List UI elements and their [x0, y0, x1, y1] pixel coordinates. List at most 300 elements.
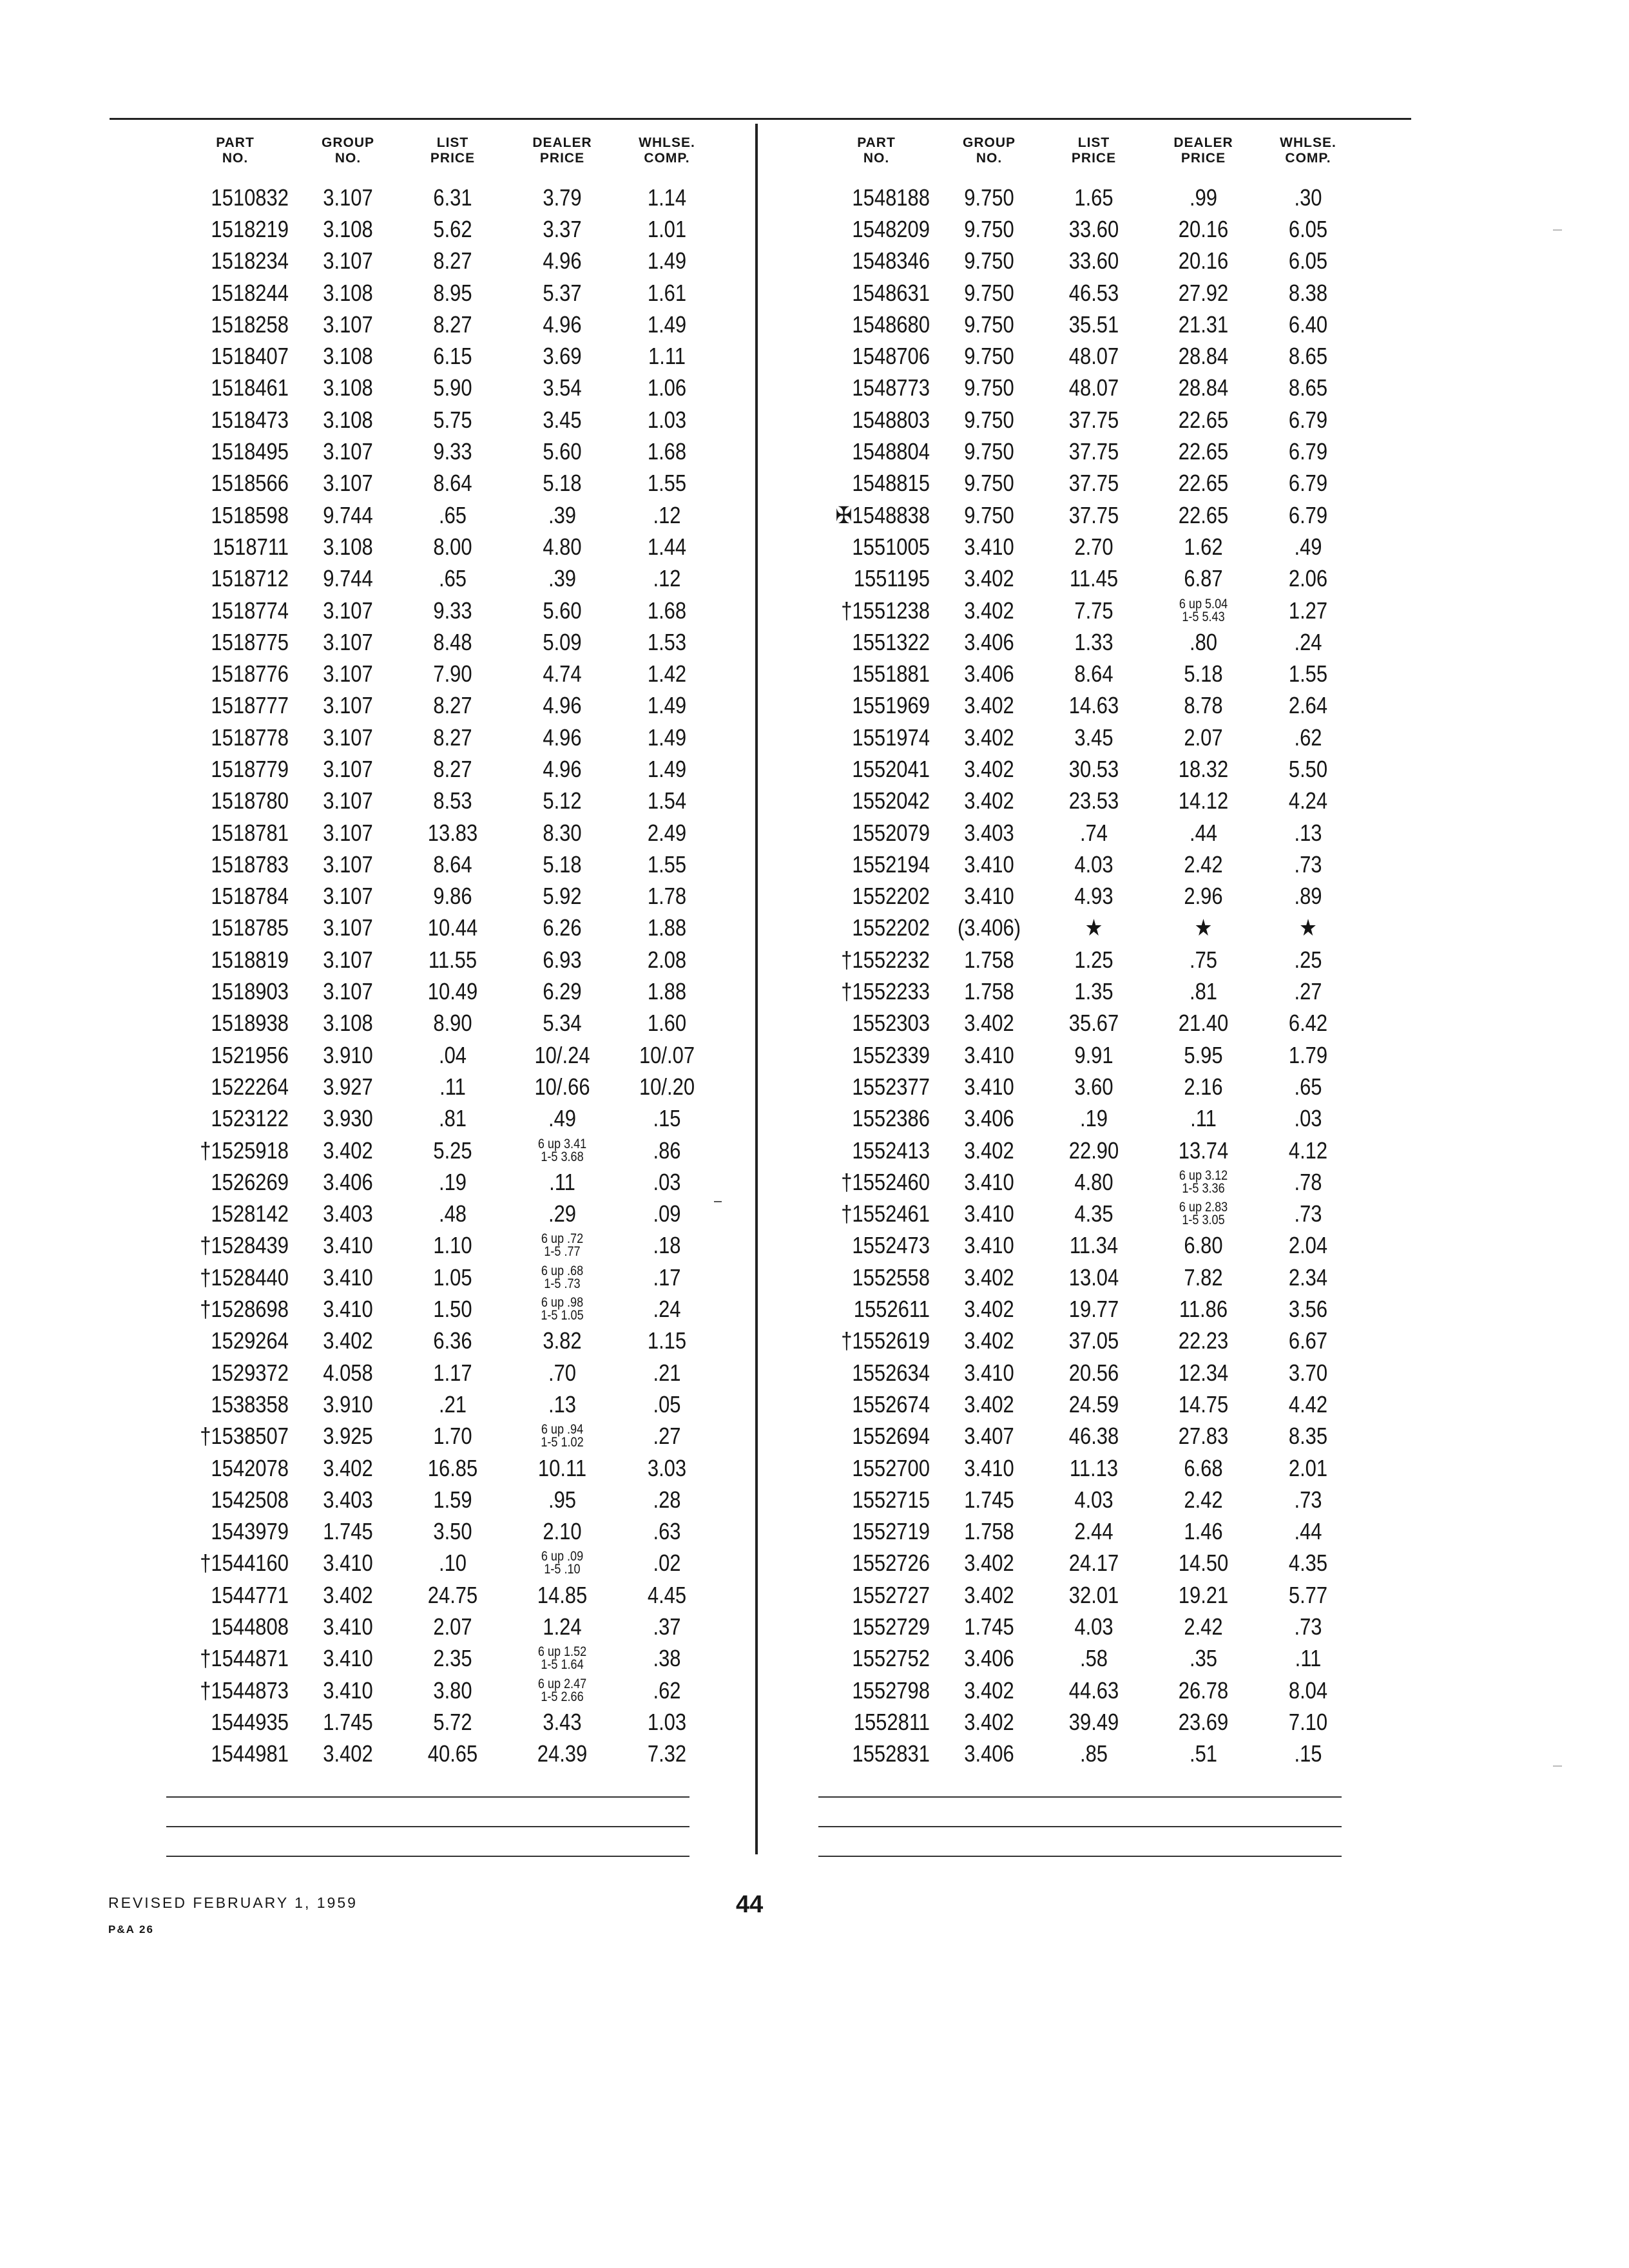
part-no-cell: †1552619 — [841, 1327, 930, 1354]
dealer-price-cell: 3.54 — [543, 374, 582, 401]
table-row — [174, 340, 715, 372]
dealer-price-cell — [514, 1265, 611, 1291]
part-no-cell: 1548209 — [852, 215, 930, 242]
part-no-cell: 1518778 — [211, 724, 289, 751]
group-no-cell: 3.107 — [323, 883, 373, 910]
dealer-price-cell: .29 — [548, 1200, 577, 1227]
list-price-cell: 5.62 — [433, 215, 472, 242]
dealer-price-cell: 14.12 — [1178, 787, 1229, 814]
list-price-cell: 5.90 — [433, 374, 472, 401]
dealer-price-cell: 4.74 — [543, 660, 582, 687]
dealer-price-cell — [1155, 1201, 1252, 1227]
group-no-cell: 3.402 — [964, 1137, 1014, 1164]
table-row — [174, 595, 715, 626]
whlse-comp-cell: 8.38 — [1288, 279, 1328, 306]
group-no-cell: 3.410 — [323, 1677, 373, 1704]
table-row — [174, 690, 715, 722]
dealer-price-cell: 20.16 — [1178, 247, 1229, 274]
dealer-price-cell: 6.80 — [1184, 1232, 1223, 1259]
list-price-cell: 9.86 — [433, 883, 472, 910]
whlse-comp-cell: 4.24 — [1288, 787, 1328, 814]
price-break-line: 6 up 5.04 — [1179, 596, 1228, 611]
whlse-comp-cell: .78 — [1294, 1168, 1322, 1195]
group-no-cell: 3.107 — [323, 247, 373, 274]
list-price-cell: 1.65 — [1074, 184, 1113, 211]
dealer-price-cell: 22.23 — [1178, 1327, 1229, 1354]
group-no-cell: 3.107 — [323, 819, 373, 846]
group-no-cell: 3.107 — [323, 692, 373, 719]
header-dealer-price: DEALER PRICE — [1173, 135, 1233, 166]
group-no-cell: 3.402 — [964, 1264, 1014, 1291]
group-no-cell: 3.930 — [323, 1105, 373, 1132]
table-row — [815, 1675, 1356, 1706]
group-no-cell: 1.758 — [964, 946, 1014, 973]
table-row — [815, 277, 1356, 309]
whlse-comp-cell: 3.03 — [647, 1454, 687, 1481]
top-rule — [110, 118, 1411, 120]
whlse-comp-cell: 4.45 — [647, 1581, 687, 1608]
table-row — [815, 944, 1356, 975]
left-table-body — [174, 182, 715, 1770]
part-no-cell: 1552798 — [852, 1677, 930, 1704]
part-no-cell: 1518779 — [211, 755, 289, 782]
table-row — [815, 1071, 1356, 1102]
group-no-cell: 9.750 — [964, 247, 1014, 274]
whlse-comp-cell: .44 — [1294, 1518, 1322, 1545]
table-row — [815, 975, 1356, 1007]
group-no-cell: 3.410 — [964, 1073, 1014, 1100]
dealer-price-cell — [514, 1678, 611, 1704]
group-no-cell: 3.410 — [964, 1454, 1014, 1481]
group-no-cell: 3.410 — [964, 883, 1014, 910]
group-no-cell: 3.107 — [323, 597, 373, 624]
list-price-cell: 3.80 — [433, 1677, 472, 1704]
group-no-cell: 3.107 — [323, 946, 373, 973]
part-no-cell: 1544771 — [211, 1581, 289, 1608]
part-no-cell: †1551238 — [841, 597, 930, 624]
table-row — [815, 1611, 1356, 1642]
list-price-cell: 37.75 — [1068, 406, 1119, 433]
part-no-cell: 1548346 — [852, 247, 930, 274]
list-price-cell: 5.75 — [433, 406, 472, 433]
dealer-price-cell: 22.65 — [1178, 501, 1229, 528]
part-no-cell: 1552715 — [852, 1486, 930, 1513]
group-no-cell: 3.108 — [323, 215, 373, 242]
table-row — [174, 404, 715, 436]
whlse-comp-cell: 1.49 — [647, 247, 687, 274]
whlse-comp-cell: 1.49 — [647, 692, 687, 719]
table-row — [174, 1548, 715, 1579]
group-no-cell: 3.107 — [323, 978, 373, 1005]
whlse-comp-cell: 6.79 — [1288, 501, 1328, 528]
quantity-price-breaks — [541, 1233, 583, 1258]
dealer-price-cell: 1.62 — [1184, 533, 1223, 560]
whlse-comp-cell: .03 — [653, 1168, 681, 1195]
list-price-cell: 3.45 — [1074, 724, 1113, 751]
whlse-comp-cell: 6.67 — [1288, 1327, 1328, 1354]
part-no-cell: 1552719 — [852, 1518, 930, 1545]
part-no-cell: 1552726 — [852, 1550, 930, 1577]
part-no-cell: 1552729 — [852, 1613, 930, 1640]
dealer-price-cell: 27.92 — [1178, 279, 1229, 306]
list-price-cell: 1.17 — [433, 1359, 472, 1386]
table-row — [174, 1706, 715, 1738]
group-no-cell: 3.402 — [964, 755, 1014, 782]
dealer-price-cell: 21.40 — [1178, 1010, 1229, 1037]
table-row — [174, 658, 715, 689]
group-no-cell: 3.406 — [964, 1740, 1014, 1767]
dealer-price-cell: 4.96 — [543, 692, 582, 719]
group-no-cell: 3.410 — [323, 1264, 373, 1291]
list-price-cell: 4.80 — [1074, 1168, 1113, 1195]
part-no-cell: 1518785 — [211, 914, 289, 941]
whlse-comp-cell: 1.55 — [647, 850, 687, 878]
revision-date: REVISED FEBRUARY 1, 1959 — [108, 1894, 358, 1911]
right-price-table — [815, 135, 1356, 1770]
dealer-price-cell — [514, 1550, 611, 1576]
whlse-comp-cell: .12 — [653, 565, 681, 592]
list-price-cell: 9.33 — [433, 597, 472, 624]
part-no-cell: 1552831 — [852, 1740, 930, 1767]
list-price-cell: .74 — [1079, 819, 1108, 846]
whlse-comp-cell: 1.03 — [647, 1708, 687, 1735]
table-row — [815, 722, 1356, 753]
whlse-comp-cell: 10/.20 — [639, 1073, 695, 1100]
group-no-cell: 3.406 — [964, 1105, 1014, 1132]
dealer-price-cell: 5.18 — [1184, 660, 1223, 687]
dealer-price-cell: 6.26 — [543, 914, 582, 941]
price-break-line: 6 up .72 — [541, 1231, 584, 1247]
part-no-cell: 1518495 — [211, 438, 289, 465]
list-price-cell: 1.10 — [433, 1232, 472, 1259]
part-no-cell: 1548188 — [852, 184, 930, 211]
whlse-comp-cell: 5.77 — [1288, 1581, 1328, 1608]
right-table-header — [815, 135, 1356, 174]
list-price-cell: .65 — [438, 565, 467, 592]
group-no-cell: 3.410 — [323, 1232, 373, 1259]
part-no-cell: †1528440 — [200, 1264, 289, 1291]
column-divider — [755, 124, 758, 1854]
list-price-cell: .10 — [438, 1550, 467, 1577]
table-row — [815, 1008, 1356, 1039]
group-no-cell: 3.910 — [323, 1041, 373, 1068]
dealer-price-cell: 5.37 — [543, 279, 582, 306]
whlse-comp-cell: 8.04 — [1288, 1677, 1328, 1704]
whlse-comp-cell: ★ — [1299, 914, 1317, 941]
price-break-line: 1-5 3.05 — [1182, 1213, 1225, 1228]
dealer-price-cell: 3.45 — [543, 406, 582, 433]
dealer-price-cell: 22.65 — [1178, 438, 1229, 465]
margin-mark — [1553, 1765, 1562, 1767]
table-row — [174, 1579, 715, 1611]
table-row — [815, 1166, 1356, 1198]
whlse-comp-cell: 8.35 — [1288, 1423, 1328, 1450]
list-price-cell: 16.85 — [427, 1454, 478, 1481]
list-price-cell: 1.35 — [1074, 978, 1113, 1005]
dealer-price-cell: 5.60 — [543, 438, 582, 465]
table-row — [815, 1389, 1356, 1420]
part-no-cell: 1551005 — [852, 533, 930, 560]
dealer-price-cell: 4.96 — [543, 247, 582, 274]
whlse-comp-cell: 6.79 — [1288, 406, 1328, 433]
list-price-cell: 13.83 — [427, 819, 478, 846]
part-no-cell: 1544935 — [211, 1708, 289, 1735]
table-row — [174, 975, 715, 1007]
group-no-cell: 3.107 — [323, 470, 373, 497]
whlse-comp-cell: .89 — [1294, 883, 1322, 910]
table-row — [815, 499, 1356, 531]
dealer-price-cell: .99 — [1189, 184, 1218, 211]
table-row — [174, 1293, 715, 1325]
whlse-comp-cell: .09 — [653, 1200, 681, 1227]
table-row — [815, 1421, 1356, 1452]
group-no-cell: 3.107 — [323, 787, 373, 814]
right-table-body — [815, 182, 1356, 1770]
part-no-cell: 1552042 — [852, 787, 930, 814]
list-price-cell: 8.00 — [433, 533, 472, 560]
group-no-cell: 3.406 — [964, 660, 1014, 687]
list-price-cell: 37.75 — [1068, 470, 1119, 497]
table-row — [815, 1548, 1356, 1579]
part-no-cell: 1551969 — [852, 692, 930, 719]
dealer-price-cell: 19.21 — [1178, 1581, 1229, 1608]
table-row — [174, 1008, 715, 1039]
table-row — [815, 563, 1356, 595]
whlse-comp-cell: .12 — [653, 501, 681, 528]
dealer-price-cell: 4.96 — [543, 311, 582, 338]
part-no-cell: 1552194 — [852, 850, 930, 878]
dealer-price-cell: 22.65 — [1178, 470, 1229, 497]
dealer-price-cell: 2.42 — [1184, 850, 1223, 878]
price-break-line: 1-5 1.02 — [541, 1435, 584, 1450]
part-no-cell: 1518775 — [211, 628, 289, 655]
list-price-cell: 1.50 — [433, 1296, 472, 1323]
dealer-price-cell: 8.78 — [1184, 692, 1223, 719]
dealer-price-cell: 4.80 — [543, 533, 582, 560]
whlse-comp-cell: 1.27 — [1288, 597, 1328, 624]
table-row — [174, 626, 715, 658]
table-row — [815, 1579, 1356, 1611]
group-no-cell: 3.108 — [323, 1010, 373, 1037]
header-part-no: PART NO. — [216, 135, 255, 166]
table-row — [815, 1738, 1356, 1770]
part-no-cell: 1552473 — [852, 1232, 930, 1259]
table-row — [815, 753, 1356, 785]
part-no-cell: 1543979 — [211, 1518, 289, 1545]
part-no-cell: 1518473 — [211, 406, 289, 433]
dealer-price-cell: 21.31 — [1178, 311, 1229, 338]
group-no-cell: 3.406 — [323, 1168, 373, 1195]
dealer-price-cell: 14.50 — [1178, 1550, 1229, 1577]
list-price-cell: 1.70 — [433, 1423, 472, 1450]
whlse-comp-cell: 1.06 — [647, 374, 687, 401]
part-no-cell: †1552232 — [841, 946, 930, 973]
quantity-price-breaks — [538, 1678, 586, 1704]
whlse-comp-cell: 1.54 — [647, 787, 687, 814]
table-row — [174, 722, 715, 753]
part-no-cell: 1548773 — [852, 374, 930, 401]
group-no-cell: 3.402 — [964, 1550, 1014, 1577]
part-no-cell: 1518777 — [211, 692, 289, 719]
dealer-price-cell: 6.29 — [543, 978, 582, 1005]
table-row — [815, 817, 1356, 849]
whlse-comp-cell: .05 — [653, 1390, 681, 1418]
list-price-cell: 8.27 — [433, 724, 472, 751]
part-no-cell: 1548815 — [852, 470, 930, 497]
list-price-cell: 2.44 — [1074, 1518, 1113, 1545]
group-no-cell: 3.402 — [323, 1137, 373, 1164]
quantity-price-breaks — [541, 1265, 583, 1291]
group-no-cell: 3.108 — [323, 279, 373, 306]
list-price-cell: 2.35 — [433, 1645, 472, 1672]
table-row — [174, 1484, 715, 1515]
dealer-price-cell: ★ — [1194, 914, 1213, 941]
part-no-cell: 1552558 — [852, 1264, 930, 1291]
header-group-no: GROUP NO. — [321, 135, 374, 166]
quantity-price-breaks — [541, 1423, 583, 1449]
whlse-comp-cell: 7.10 — [1288, 1708, 1328, 1735]
group-no-cell: 3.410 — [964, 1232, 1014, 1259]
group-no-cell: 3.407 — [964, 1423, 1014, 1450]
table-row — [815, 1515, 1356, 1547]
group-no-cell: 3.402 — [323, 1581, 373, 1608]
header-part-no: PART NO. — [857, 135, 896, 166]
table-row — [815, 468, 1356, 499]
part-no-cell: 1518780 — [211, 787, 289, 814]
list-price-cell: 9.91 — [1074, 1041, 1113, 1068]
part-no-cell: 1518244 — [211, 279, 289, 306]
part-no-cell: 1518819 — [211, 946, 289, 973]
whlse-comp-cell: 1.68 — [647, 438, 687, 465]
group-no-cell: 3.402 — [964, 1327, 1014, 1354]
dealer-price-cell: .11 — [549, 1168, 575, 1195]
part-no-cell: 1552041 — [852, 755, 930, 782]
quantity-price-breaks — [538, 1646, 586, 1671]
part-no-cell: 1542508 — [211, 1486, 289, 1513]
dealer-price-cell — [514, 1646, 611, 1671]
whlse-comp-cell: .02 — [653, 1550, 681, 1577]
group-no-cell: 9.750 — [964, 279, 1014, 306]
dealer-price-cell: 2.96 — [1184, 883, 1223, 910]
group-no-cell: 3.107 — [323, 850, 373, 878]
group-no-cell: 3.402 — [964, 724, 1014, 751]
whlse-comp-cell: .03 — [1294, 1105, 1322, 1132]
part-no-cell: 1521956 — [211, 1041, 289, 1068]
list-price-cell: 33.60 — [1068, 247, 1119, 274]
table-row — [174, 1389, 715, 1420]
whlse-comp-cell: 2.49 — [647, 819, 687, 846]
part-no-cell: †1544871 — [200, 1645, 289, 1672]
group-no-cell: 3.108 — [323, 374, 373, 401]
dealer-price-cell: 18.32 — [1178, 755, 1229, 782]
table-row — [174, 1738, 715, 1770]
list-price-cell: 4.03 — [1074, 1613, 1113, 1640]
dealer-price-cell: .44 — [1189, 819, 1218, 846]
group-no-cell: 3.108 — [323, 343, 373, 370]
table-row — [815, 436, 1356, 467]
list-price-cell: 1.05 — [433, 1264, 472, 1291]
dealer-price-cell: 24.39 — [537, 1740, 588, 1767]
part-no-cell: 1538358 — [211, 1390, 289, 1418]
dealer-price-cell — [1155, 1169, 1252, 1195]
dealer-price-cell: 2.42 — [1184, 1486, 1223, 1513]
group-no-cell: 9.750 — [964, 406, 1014, 433]
dealer-price-cell: 3.37 — [543, 215, 582, 242]
list-price-cell: 23.53 — [1068, 787, 1119, 814]
list-price-cell: 30.53 — [1068, 755, 1119, 782]
whlse-comp-cell: 6.05 — [1288, 215, 1328, 242]
list-price-cell: 6.31 — [433, 184, 472, 211]
part-no-cell: 1518234 — [211, 247, 289, 274]
header-list-price: LIST PRICE — [1071, 135, 1117, 166]
table-row — [815, 658, 1356, 689]
group-no-cell: 3.107 — [323, 914, 373, 941]
list-price-cell: 6.15 — [433, 343, 472, 370]
whlse-comp-cell: .37 — [653, 1613, 681, 1640]
list-price-cell: 11.13 — [1069, 1454, 1119, 1481]
list-price-cell: 4.03 — [1074, 1486, 1113, 1513]
list-price-cell: 40.65 — [427, 1740, 478, 1767]
whlse-comp-cell: .17 — [653, 1264, 681, 1291]
group-no-cell: 1.745 — [323, 1708, 373, 1735]
price-break-line: 6 up .94 — [541, 1422, 584, 1437]
whlse-comp-cell: .86 — [653, 1137, 681, 1164]
list-price-cell: .19 — [438, 1168, 467, 1195]
part-no-cell: †1538507 — [200, 1423, 289, 1450]
whlse-comp-cell: .38 — [653, 1645, 681, 1672]
whlse-comp-cell: 3.56 — [1288, 1296, 1328, 1323]
table-row — [815, 626, 1356, 658]
list-price-cell: 24.59 — [1068, 1390, 1119, 1418]
part-no-cell: 1523122 — [211, 1105, 289, 1132]
dealer-price-cell — [1155, 598, 1252, 624]
dealer-price-cell: 12.34 — [1178, 1359, 1229, 1386]
part-no-cell: 1551881 — [852, 660, 930, 687]
part-no-cell: 1552674 — [852, 1390, 930, 1418]
dealer-price-cell: 1.46 — [1184, 1518, 1223, 1545]
group-no-cell: 3.107 — [323, 755, 373, 782]
dealer-price-cell: .13 — [548, 1390, 577, 1418]
dealer-price-cell: 3.69 — [543, 343, 582, 370]
list-price-cell: 10.49 — [427, 978, 478, 1005]
list-price-cell: 7.90 — [433, 660, 472, 687]
list-price-cell: 5.72 — [433, 1708, 472, 1735]
group-no-cell: 3.402 — [964, 1296, 1014, 1323]
group-no-cell: 3.402 — [964, 1708, 1014, 1735]
group-no-cell: 3.402 — [964, 1581, 1014, 1608]
dealer-price-cell: 28.84 — [1178, 343, 1229, 370]
dealer-price-cell: 5.92 — [543, 883, 582, 910]
part-no-cell: 1552811 — [853, 1708, 930, 1735]
table-row — [174, 436, 715, 467]
whlse-comp-cell: 1.01 — [647, 215, 687, 242]
whlse-comp-cell: 6.40 — [1288, 311, 1328, 338]
whlse-comp-cell: .24 — [653, 1296, 681, 1323]
part-no-cell: 1518407 — [211, 343, 289, 370]
table-row — [815, 1484, 1356, 1515]
whlse-comp-cell: 1.88 — [647, 978, 687, 1005]
table-row — [174, 1643, 715, 1675]
whlse-comp-cell: 2.08 — [647, 946, 687, 973]
part-no-cell: 1552727 — [852, 1581, 930, 1608]
whlse-comp-cell: .73 — [1294, 1200, 1322, 1227]
price-break-line: 6 up 3.41 — [537, 1136, 587, 1151]
whlse-comp-cell: 6.79 — [1288, 438, 1328, 465]
list-price-cell: 2.07 — [433, 1613, 472, 1640]
group-no-cell: 9.750 — [964, 184, 1014, 211]
part-no-cell: 1552377 — [852, 1073, 930, 1100]
list-price-cell: 20.56 — [1068, 1359, 1119, 1386]
